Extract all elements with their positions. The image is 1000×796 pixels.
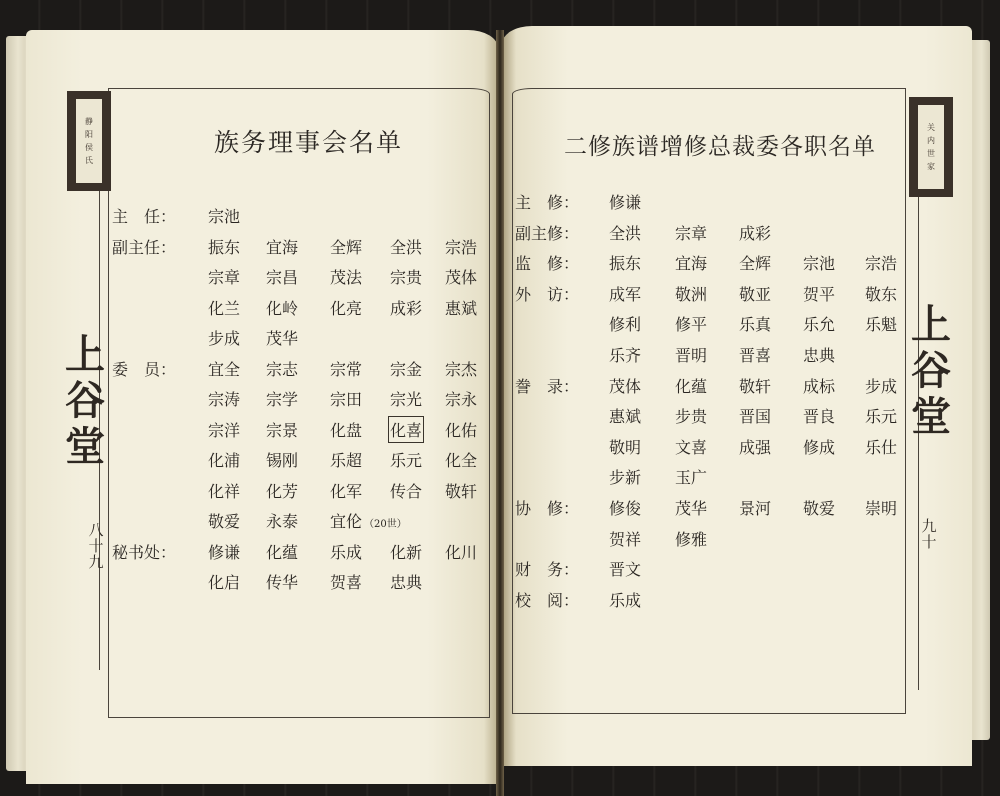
member-name: 茂华 <box>675 498 708 518</box>
member-name: 成彩 <box>390 298 423 318</box>
member-name: 敬轩 <box>445 481 478 501</box>
role-label: 主 任： <box>112 207 177 226</box>
member-name: 宗章 <box>208 268 241 287</box>
member-name: 敬轩 <box>739 376 772 396</box>
left-side-tab <box>67 91 111 191</box>
member-name: 修雅 <box>675 529 708 549</box>
right-page-title: 二修族谱增修总裁委各职名单 <box>564 134 876 160</box>
member-name: 敬洲 <box>675 284 708 304</box>
member-name: 修利 <box>609 315 642 335</box>
member-name: 化祥 <box>208 481 241 501</box>
member-name: 茂法 <box>330 268 363 287</box>
generation-note: （20世） <box>364 519 407 530</box>
right-page-frame <box>512 88 906 714</box>
member-name: 忠典 <box>803 345 836 365</box>
page-number-right <box>917 519 941 551</box>
side-tab-char: 家 <box>927 161 935 171</box>
member-name: 成标 <box>803 376 836 396</box>
member-name: 修俊 <box>609 498 642 518</box>
member-name: 景河 <box>739 498 772 518</box>
side-tab-char: 关 <box>927 122 935 132</box>
side-tab-char: 世 <box>927 148 935 158</box>
member-name: 宗章 <box>675 223 708 243</box>
member-name: 乐齐 <box>609 345 642 365</box>
member-name: 宜全 <box>208 359 241 379</box>
role-label: 财 务： <box>515 560 580 580</box>
member-name: 修谦 <box>609 193 642 212</box>
member-name: 全辉 <box>330 237 363 257</box>
hall-char: 堂 <box>911 393 951 440</box>
role-label: 副主修： <box>515 223 580 243</box>
member-name: 宗志 <box>266 359 299 379</box>
member-name: 化岭 <box>266 298 299 318</box>
member-name: 宗浩 <box>445 237 478 257</box>
hall-char: 谷 <box>911 347 951 394</box>
member-name: 敬爱 <box>208 512 241 531</box>
member-name: 宗光 <box>390 390 423 409</box>
left-page-frame <box>108 88 490 718</box>
page-number-char: 九 <box>921 517 937 535</box>
member-name: 修谦 <box>208 542 241 562</box>
hall-char: 上 <box>911 301 951 348</box>
member-name: 成强 <box>739 437 772 457</box>
member-name: 贺祥 <box>609 529 642 549</box>
member-name: 乐成 <box>330 542 363 562</box>
hall-name-left <box>60 331 110 470</box>
member-name: 贺喜 <box>330 573 363 592</box>
hall-char: 上 <box>65 331 105 378</box>
member-name: 乐成 <box>609 590 642 610</box>
member-name: 乐真 <box>739 315 772 335</box>
member-name: 乐魁 <box>865 315 898 335</box>
member-name: 惠斌 <box>609 407 642 427</box>
page-number-left <box>84 523 108 570</box>
member-name: 茂体 <box>445 268 478 287</box>
right-side-tab <box>909 97 953 197</box>
member-name: 宗浩 <box>865 254 898 274</box>
member-name: 化喜 <box>390 418 422 441</box>
left-page-title: 族务理事会名单 <box>214 128 404 157</box>
member-name: 化川 <box>445 542 478 562</box>
member-name: 敬亚 <box>739 284 772 304</box>
member-name: 全辉 <box>739 254 772 274</box>
member-name: 宜伦 （20世） <box>330 512 407 531</box>
member-name: 永泰 <box>266 512 299 531</box>
role-label: 委 员： <box>112 359 177 379</box>
member-name: 乐元 <box>865 407 898 427</box>
member-name: 化佑 <box>445 420 478 440</box>
side-tab-char: 侯 <box>85 142 93 152</box>
member-name: 修平 <box>675 315 708 335</box>
role-label: 副主任： <box>112 237 177 257</box>
page-number-char: 八 <box>88 521 104 539</box>
member-name: 全洪 <box>390 237 423 257</box>
role-label: 誊 录： <box>515 376 580 396</box>
member-name: 惠斌 <box>445 298 478 318</box>
member-name: 宗常 <box>330 359 363 379</box>
member-name: 锡刚 <box>266 451 299 470</box>
member-name: 步成 <box>865 376 898 396</box>
member-name: 贺平 <box>803 284 836 304</box>
member-name: 成彩 <box>739 223 772 243</box>
page-number-char: 十 <box>921 532 937 551</box>
member-name: 宗池 <box>803 254 836 274</box>
member-name: 全洪 <box>609 223 642 243</box>
member-name: 宜海 <box>266 237 299 257</box>
role-label: 监 修： <box>515 254 580 274</box>
member-name: 传合 <box>390 481 423 501</box>
member-name: 宗池 <box>208 207 241 226</box>
member-name: 成军 <box>609 284 642 304</box>
side-tab-char: 静 <box>85 116 93 126</box>
member-name: 化芳 <box>266 481 299 501</box>
member-name: 宗昌 <box>266 268 299 287</box>
member-name: 敬东 <box>865 284 898 304</box>
member-name: 化蕴 <box>675 376 708 396</box>
member-name: 敬明 <box>609 437 642 457</box>
member-name: 化蕴 <box>266 542 299 562</box>
member-name: 化盘 <box>330 420 363 440</box>
hall-char: 谷 <box>65 377 105 424</box>
member-name: 宗涛 <box>208 390 241 409</box>
member-name: 茂华 <box>266 329 299 348</box>
book-spine <box>496 30 504 796</box>
role-label: 协 修： <box>515 498 580 518</box>
member-name: 晋良 <box>803 407 836 427</box>
member-name: 晋文 <box>609 560 642 580</box>
member-name: 乐仕 <box>865 437 898 457</box>
member-name: 乐元 <box>390 451 423 470</box>
member-name: 文喜 <box>675 437 708 457</box>
member-name: 宗贵 <box>390 268 423 287</box>
member-name: 化全 <box>445 451 478 470</box>
page-number-char: 十 <box>88 536 104 555</box>
member-name: 乐允 <box>803 315 836 335</box>
member-name: 化新 <box>390 542 423 562</box>
page-number-char: 九 <box>88 552 104 571</box>
hall-char: 堂 <box>65 423 105 470</box>
member-name: 振东 <box>609 254 642 274</box>
member-name: 忠典 <box>390 573 423 592</box>
member-name: 乐超 <box>330 451 363 470</box>
member-name: 振东 <box>208 237 241 257</box>
hall-name-right <box>906 301 956 440</box>
member-name: 宗景 <box>266 420 299 440</box>
member-name: 敬爱 <box>803 498 836 518</box>
member-name: 茂体 <box>609 376 642 396</box>
member-name: 步新 <box>609 468 642 488</box>
member-name: 步贵 <box>675 407 708 427</box>
member-name: 宗杰 <box>445 359 478 379</box>
member-name: 化浦 <box>208 451 241 470</box>
member-name: 崇明 <box>865 498 898 518</box>
member-name: 晋明 <box>675 345 708 365</box>
member-name: 化亮 <box>330 298 363 318</box>
member-name: 化兰 <box>208 298 241 318</box>
member-name: 晋国 <box>739 407 772 427</box>
member-name: 宗学 <box>266 390 299 409</box>
role-label: 主 修： <box>515 193 580 212</box>
member-name: 玉广 <box>675 468 708 488</box>
side-tab-char: 内 <box>927 135 935 145</box>
role-label: 外 访： <box>515 284 580 304</box>
member-name: 步成 <box>208 329 241 348</box>
role-label: 秘书处： <box>112 542 177 562</box>
member-name: 晋喜 <box>739 345 772 365</box>
member-name: 宜海 <box>675 254 708 274</box>
member-name: 修成 <box>803 437 836 457</box>
member-name: 宗田 <box>330 390 363 409</box>
member-name: 化军 <box>330 481 363 501</box>
member-name: 宗金 <box>390 359 423 379</box>
side-tab-char: 氏 <box>85 155 93 165</box>
side-tab-char: 阳 <box>85 129 93 139</box>
member-name: 传华 <box>266 573 299 592</box>
member-name: 化启 <box>208 573 241 592</box>
member-name: 宗洋 <box>208 420 241 440</box>
right-margin-rule <box>918 190 919 690</box>
role-label: 校 阅： <box>515 590 580 610</box>
member-name: 宗永 <box>445 390 478 409</box>
